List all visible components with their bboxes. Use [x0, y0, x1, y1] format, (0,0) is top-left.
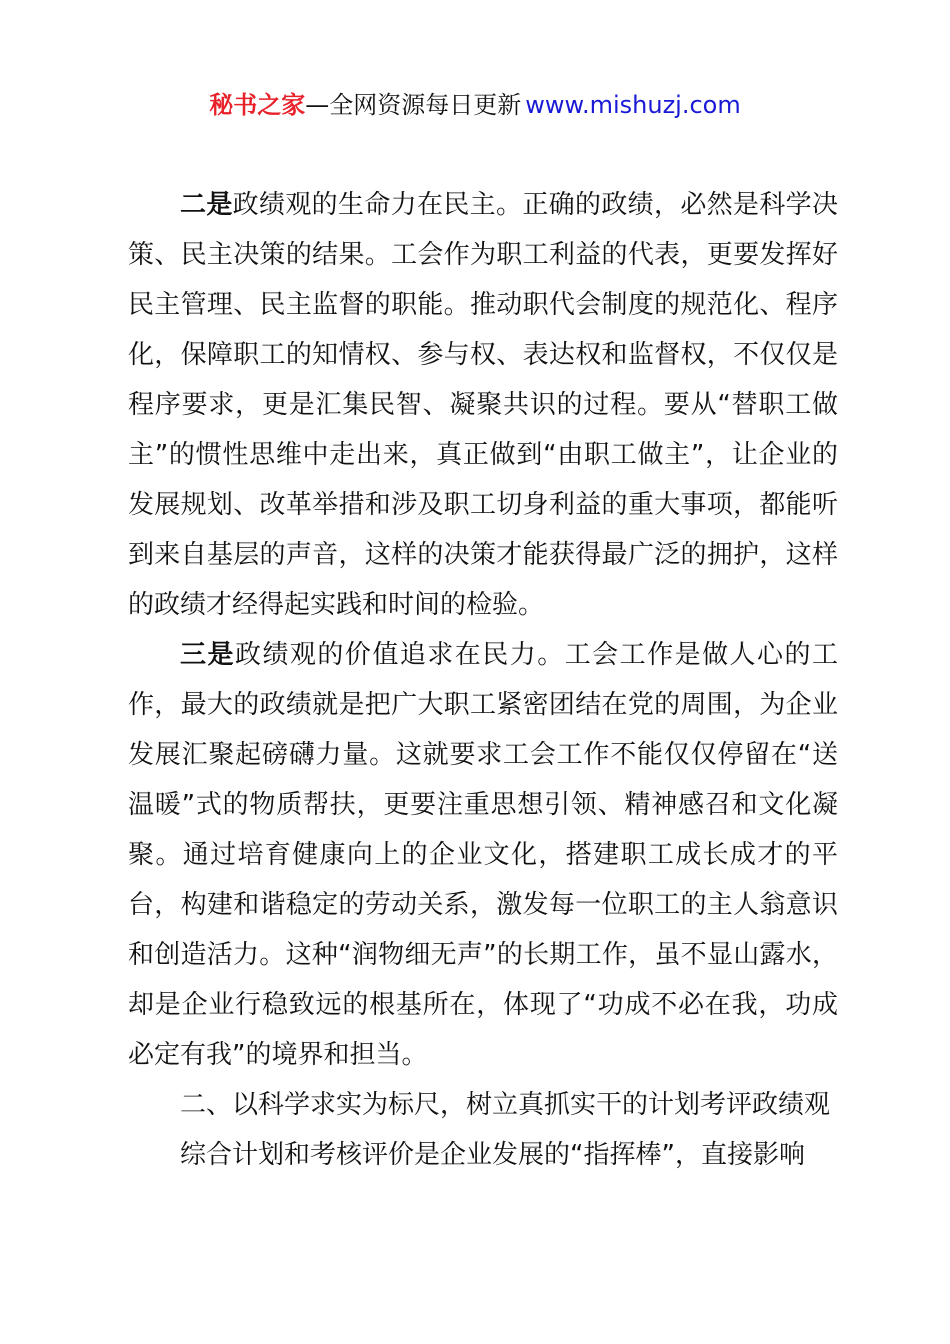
paragraph-second-point — [128, 180, 838, 630]
header-dash: — — [305, 91, 330, 119]
header-tagline: 全网资源每日更新 — [329, 91, 522, 119]
paragraph-third-point — [128, 630, 838, 1080]
header-brand: 秘书之家 — [209, 91, 306, 119]
header-url-link[interactable]: www.mishuzj.com — [525, 91, 741, 119]
paragraph-text: 综合计划和考核评价是企业发展的“指挥棒”，直接影响 — [180, 1140, 805, 1170]
section-heading-text: 二、以科学求实为标尺，树立真抓实干的计划考评政绩观 — [180, 1090, 831, 1120]
paragraph-lead: 二是 — [180, 190, 233, 220]
section-heading — [128, 1080, 838, 1130]
paragraph-text: 政绩观的生命力在民主。正确的政绩，必然是科学决策、民主决策的结果。工会作为职工利益的代表，更要发挥好民主管理、民主监督的职能。推动职代会制度的规范化、程序化，保障职工的知情权、参与权、表达权和监督权，不仅仅是程序要求，更是汇集民智、凝聚共识的过程。要从“替职工做主”的惯性思维中走出来，真正做到“由职工做主”，让企业的发展规划、改革举措和涉及职工切身利益的重大事项，都能听到来自基层的声音，这样的决策才能获得最广泛的拥护，这样的政绩才经得起实践和时间的检验。 — [128, 190, 838, 620]
page-header — [0, 88, 950, 122]
paragraph-lead: 三是 — [180, 640, 235, 670]
document-body — [128, 180, 838, 1180]
paragraph-section-intro — [128, 1130, 838, 1180]
paragraph-text: 政绩观的价值追求在民力。工会工作是做人心的工作，最大的政绩就是把广大职工紧密团结在党的周围，为企业发展汇聚起磅礴力量。这就要求工会工作不能仅仅停留在“送温暖”式的物质帮扶，更要注重思想引领、精神感召和文化凝聚。通过培育健康向上的企业文化，搭建职工成长成才的平台，构建和谐稳定的劳动关系，激发每一位职工的主人翁意识和创造活力。这种“润物细无声”的长期工作，虽不显山露水，却是企业行稳致远的根基所在，体现了“功成不必在我，功成必定有我”的境界和担当。 — [128, 640, 838, 1070]
